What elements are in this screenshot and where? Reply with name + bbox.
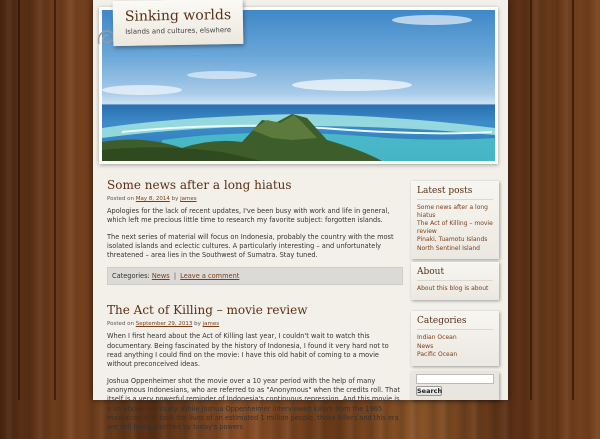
about-widget [411,262,499,300]
post-paragraph: When I first heard about the Act of Killing last year, I couldn't wait to watch this documentary. Being fascinated by the history of Indonesia, I found it very hard not to read anything I could find on the movie: I have this old habit of coming to a movie without preconceived ideas. [107,332,389,369]
post-date-link[interactable]: September 29, 2013 [135,321,193,328]
list-item [417,334,493,342]
site-title-link[interactable]: Sinking worlds [124,7,232,25]
wood-plank-seam [530,0,532,400]
category-link[interactable]: Pacific Ocean [417,351,458,358]
post-paragraph: Joshua Oppenheimer shot the movie over a 10 year period with the help of many anonymous Indonesians, who are referred to as "Anonymous" when the credits roll. That itself is a very powerful reminder of Indonesia's continuous repression. And this movie is a lot about continuity. While Joshua Oppenheimer interviewed killers from the 1965 massacres that took the lives of an estimated 1 million people, those killers and this era are still being glorified by today's powers [107,376,400,432]
by-label: by [171,196,179,202]
about-link[interactable]: About this blog is about [417,285,489,292]
category-link[interactable]: Indian Ocean [417,334,457,341]
post [107,303,403,432]
post-footer-bar [107,267,403,285]
latest-post-link[interactable]: Pinaki, Tuamotu Islands [417,236,488,243]
search-button[interactable]: Search [417,387,443,395]
latest-post-link[interactable]: Some news after a long hiatus [417,204,488,219]
posted-on-label: Posted on [107,321,134,328]
category-link[interactable]: News [417,342,434,350]
post-paragraph: The next series of material will focus on Indonesia, probably the country with the most isolated islands and eclectic cultures. A particularly interesting – and unfortunately threatened – area lies in the Southwest of Sumatra. Stay tuned. [107,232,394,260]
wood-plank-seam [572,0,574,400]
post [107,178,403,285]
wood-plank-seam [18,0,20,400]
search-widget [411,372,499,400]
separator: | [173,272,177,281]
categories-label: Categories: [112,272,150,281]
widget-heading: About [417,267,493,281]
post-meta [107,321,403,327]
main-content [107,178,403,439]
post-paragraph: Apologies for the lack of recent updates, I've been busy with work and life in general, which left me precious little time to research my favorite subject: forgotten islands. [107,207,390,225]
widget-heading: Latest posts [417,186,493,200]
list-item [417,220,493,235]
post-title-link[interactable]: Some news after a long hiatus [107,178,292,192]
list-item [417,343,493,351]
categories-widget [411,311,499,366]
category-link-news[interactable]: News [151,272,170,281]
latest-posts-widget [411,181,499,259]
post-title-link[interactable]: The Act of Killing – movie review [107,303,308,318]
post-date-link[interactable]: May 8, 2014 [135,196,170,202]
widget-heading: Categories [417,316,493,330]
latest-post-link[interactable]: North Sentinel Island [417,244,480,252]
post-author-link[interactable]: james [202,321,220,328]
list-item [417,245,493,253]
by-label: by [194,321,201,328]
latest-post-link[interactable]: The Act of Killing – movie review [417,220,493,235]
post-meta [107,196,403,202]
post-author-link[interactable]: james [180,196,197,202]
list-item [417,285,493,293]
wood-plank-seam [54,0,56,400]
leave-comment-link[interactable]: Leave a comment [180,272,240,281]
posted-on-label: Posted on [107,196,134,202]
site-description: Islands and cultures, elswhere [125,26,232,36]
list-item [417,204,493,219]
search-input[interactable] [416,374,494,384]
list-item [417,236,493,244]
site-title-card [113,0,244,46]
list-item [417,351,493,359]
